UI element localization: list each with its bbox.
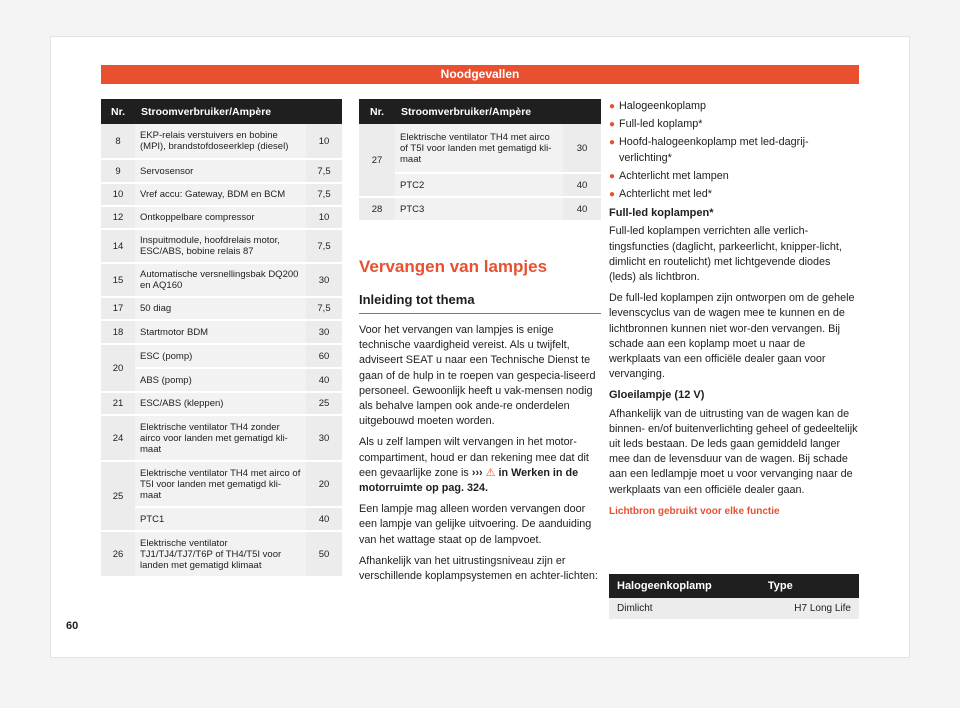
table-row	[101, 297, 342, 320]
warning-triangle-icon: ⚠	[485, 466, 496, 479]
row-val: 40	[306, 368, 342, 392]
table-row	[101, 531, 342, 577]
heading-glow-lamp: Gloeilampje (12 V)	[609, 389, 705, 402]
list-item: ● Achterlicht met lampen	[609, 169, 859, 184]
paragraph: Voor het vervangen van lampjes is enige technische vaardigheid vereist. Als u twijfelt, adviseert SEAT u naar een Technische Dienst te gaan of de hulp in te roepen van gespecia-liseerd personeel. Gewoonlijk heeft u vak-mensen nodig als behalve lampen ook ande-re onderdelen uitgebouwd moeten worden.	[359, 324, 596, 428]
row-nr: 18	[101, 320, 135, 344]
row-val: 20	[306, 461, 342, 507]
row-desc: ESC (pomp)	[135, 344, 306, 368]
paragraph: Full-led koplampen verrichten alle verlich-tingsfuncties (daglicht, parkeerlicht, knipper-licht, dimlicht en routelicht) met lichtgevende diodes (leds) als lichtbron.	[609, 225, 842, 284]
row-desc: Automatische versnellingsbak DQ200 en AQ160	[135, 263, 306, 297]
row-desc: Elektrische ventilator TH4 met airco of T5I voor landen met gematigd kli-maat	[395, 124, 563, 173]
list-item: ● Achterlicht met led*	[609, 187, 859, 202]
col-header-lamp: Halogeenkoplamp	[609, 574, 760, 598]
col-header-consumer: Stroomverbruiker/Ampère	[395, 99, 601, 124]
table-row	[101, 229, 342, 263]
bullet-icon: ●	[609, 119, 616, 131]
row-nr: 8	[101, 124, 135, 159]
cross-reference-arrow: ›››	[471, 466, 483, 479]
paragraph-text: Als u zelf lampen wilt vervangen in het motor-compartiment, houd er dan rekening mee dat dit een gevaarlijke zone is	[359, 436, 589, 479]
row-val: 10	[306, 124, 342, 159]
row-desc: Inspuitmodule, hoofdrelais motor, ESC/ABS, bobine relais 87	[135, 229, 306, 263]
table-row	[101, 368, 342, 392]
row-nr: 27	[359, 124, 395, 197]
row-desc: Elektrische ventilator TJ1/TJ4/TJ7/T6P of TH4/T5I voor landen met gematigd klimaat	[135, 531, 306, 577]
row-desc: EKP-relais verstuivers en bobine (MPI), brandstofdoseerklep (diesel)	[135, 124, 306, 159]
row-val: 30	[306, 320, 342, 344]
table-row	[101, 507, 342, 531]
row-desc: PTC1	[135, 507, 306, 531]
row-type: H7 Long Life	[760, 598, 859, 619]
col-header-nr: Nr.	[359, 99, 395, 124]
row-desc: 50 diag	[135, 297, 306, 320]
row-val: 30	[563, 124, 601, 173]
paragraph	[359, 435, 601, 496]
row-nr: 15	[101, 263, 135, 297]
paragraph: Afhankelijk van het uitrustingsniveau zijn er verschillende koplampsystemen en achter-lichten:	[359, 554, 598, 583]
row-nr: 10	[101, 183, 135, 206]
table-row	[101, 159, 342, 183]
col-header-type: Type	[760, 574, 859, 598]
row-desc: Elektrische ventilator TH4 zonder airco voor landen met gematigd kli-maat	[135, 415, 306, 461]
table-row	[101, 206, 342, 229]
row-nr: 12	[101, 206, 135, 229]
section-body	[359, 323, 601, 590]
table-row	[359, 173, 601, 197]
paragraph: De full-led koplampen zijn ontworpen om de gehele levenscyclus van de wagen mee te kunnen en de lichtbronnen kunnen niet wor-den vervangen. Bij schade aan een koplamp moet u naar de werkplaats van een officiële dealer gaan voor vervanging.	[609, 292, 855, 381]
chapter-header: Noodgevallen	[101, 65, 859, 84]
row-nr: 24	[101, 415, 135, 461]
table-row	[101, 320, 342, 344]
row-val: 7,5	[306, 229, 342, 263]
row-desc: Ontkoppelbare compressor	[135, 206, 306, 229]
row-desc: PTC3	[395, 197, 563, 221]
bullet-icon: ●	[609, 170, 616, 182]
row-val: 10	[306, 206, 342, 229]
table-row	[359, 197, 601, 221]
row-desc: ESC/ABS (kleppen)	[135, 392, 306, 415]
row-desc: PTC2	[395, 173, 563, 197]
right-column	[609, 99, 859, 519]
row-val: 30	[306, 415, 342, 461]
row-nr: 21	[101, 392, 135, 415]
paragraph-text: .	[484, 482, 488, 495]
list-item: ● Full-led koplamp*	[609, 117, 859, 132]
row-val: 7,5	[306, 183, 342, 206]
row-val: 25	[306, 392, 342, 415]
row-nr: 20	[101, 344, 135, 392]
bullet-icon: ●	[609, 101, 616, 112]
row-nr: 14	[101, 229, 135, 263]
row-desc: Servosensor	[135, 159, 306, 183]
bullet-icon: ●	[609, 137, 616, 149]
row-nr: 26	[101, 531, 135, 577]
fuse-table-mid	[359, 99, 601, 222]
list-item: ● Halogeenkoplamp	[609, 99, 859, 114]
lamp-type-table	[609, 574, 859, 619]
row-desc: Startmotor BDM	[135, 320, 306, 344]
row-nr: 28	[359, 197, 395, 221]
bullet-icon: ●	[609, 189, 616, 201]
row-desc: ABS (pomp)	[135, 368, 306, 392]
row-desc: Vref accu: Gateway, BDM en BCM	[135, 183, 306, 206]
col-header-consumer: Stroomverbruiker/Ampère	[135, 99, 342, 124]
table-row	[359, 124, 601, 173]
row-desc: Elektrische ventilator TH4 met airco of T5I voor landen met gematigd kli-maat	[135, 461, 306, 507]
subtitle-divider	[359, 313, 601, 314]
fuse-table-left	[101, 99, 342, 578]
table-caption: Lichtbron gebruikt voor elke functie	[609, 505, 780, 517]
row-nr: 9	[101, 159, 135, 183]
table-row	[101, 415, 342, 461]
paragraph: Afhankelijk van de uitrusting van de wagen kan de binnen- en/of buitenverlichting geheel of gedeeltelijk uit leds bestaan. De leds gaan gemiddeld langer mee dan de levensduur van de wagen. Bij schade aan een ledlampje moet u voor vervanging naar de werkplaats van een officiële dealer gaan.	[609, 407, 858, 496]
cross-reference-link[interactable]: in Werken in de motorruimte op pag. 324	[359, 466, 579, 495]
table-row	[101, 392, 342, 415]
table-row	[101, 124, 342, 159]
page-number: 60	[66, 620, 79, 632]
row-val: 40	[563, 197, 601, 221]
paragraph: Een lampje mag alleen worden vervangen door een lampje van gelijke uitvoering. De aanduiding van het wattage staat op de lampvoet.	[359, 503, 592, 546]
row-nr: 17	[101, 297, 135, 320]
col-header-nr: Nr.	[101, 99, 135, 124]
row-val: 50	[306, 531, 342, 577]
table-row	[609, 598, 859, 619]
section-subtitle: Inleiding tot thema	[359, 292, 475, 307]
section-title: Vervangen van lampjes	[359, 257, 548, 276]
row-val: 7,5	[306, 297, 342, 320]
table-row	[101, 461, 342, 507]
row-val: 7,5	[306, 159, 342, 183]
row-nr: 25	[101, 461, 135, 531]
row-val: 30	[306, 263, 342, 297]
list-item: ● Hoofd-halogeenkoplamp met led-dagrij-verlichting*	[609, 136, 809, 164]
table-row	[101, 183, 342, 206]
row-val: 60	[306, 344, 342, 368]
row-lamp: Dimlicht	[609, 598, 760, 619]
table-row	[101, 263, 342, 297]
table-row	[101, 344, 342, 368]
heading-full-led: Full-led koplampen*	[609, 207, 714, 220]
row-val: 40	[306, 507, 342, 531]
row-val: 40	[563, 173, 601, 197]
